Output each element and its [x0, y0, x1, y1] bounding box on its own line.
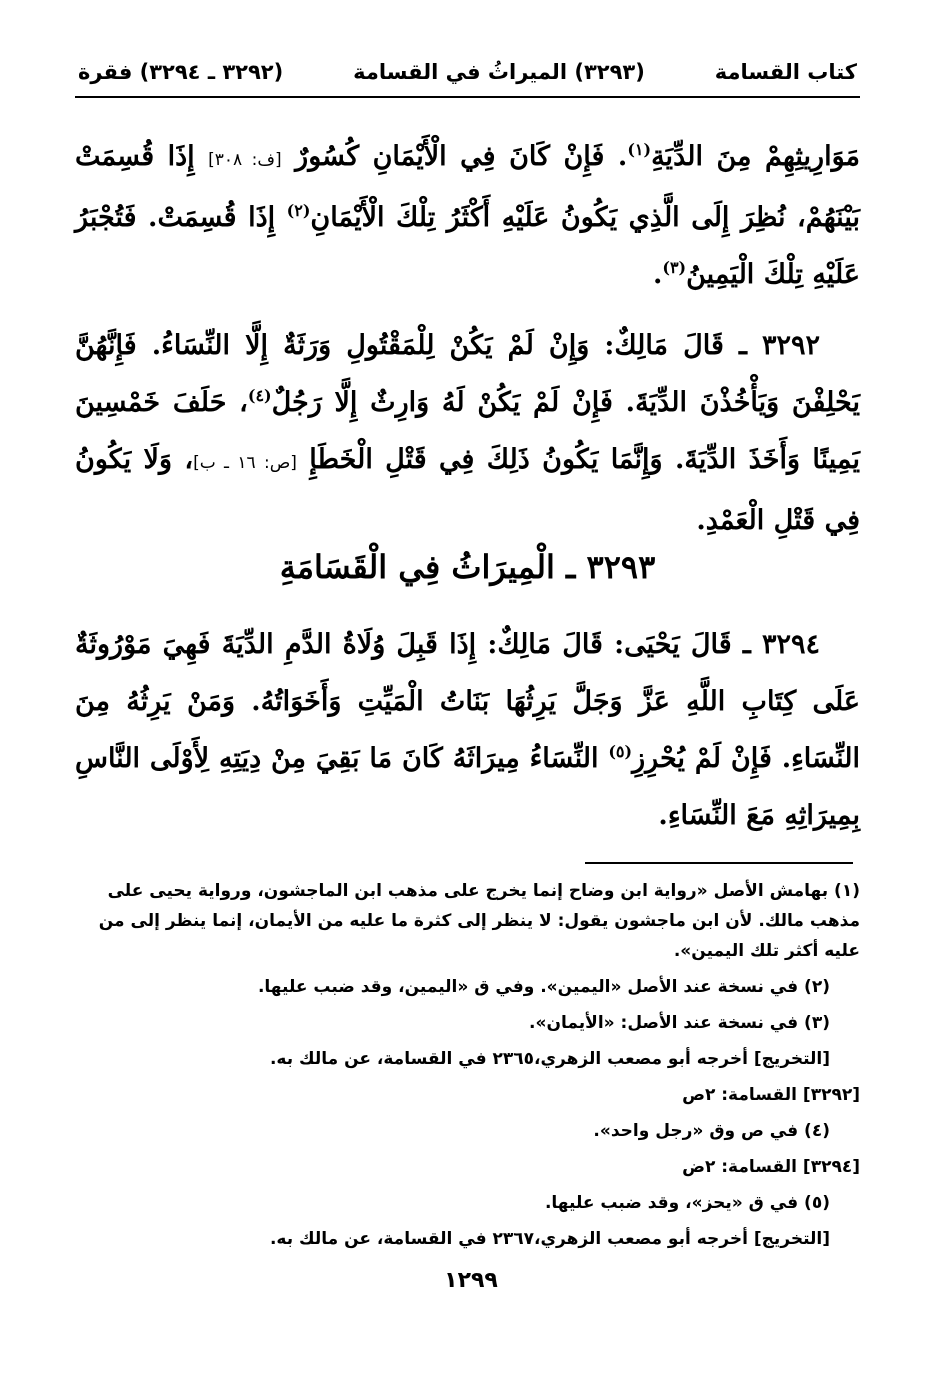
running-header: [78, 52, 857, 92]
header-chapter-title: (٣٢٩٣) الميراثُ في القسامة: [353, 60, 645, 84]
main-text: [75, 128, 860, 563]
takhrij-label: [التخريج]: [753, 1229, 830, 1249]
takhrij-1: [75, 1044, 860, 1074]
takhrij-2: [75, 1224, 860, 1254]
paragraph-3292: ٣٢٩٢ ـ قَالَ مَالِكٌ: وَإِنْ لَمْ يَكُنْ لِلْمَقْتُولِ وَرَثَةٌ إِلَّا النِّسَاءُ. فَإِنَّهُنَّ يَحْلِفْنَ وَيَأْخُذْنَ الدِّيَةَ. فَإِنْ لَمْ يَكُنْ لَهُ وَارِثٌ إِلَّا رَجُلٌ$^{(٤)}$، حَلَفَ خَمْسِينَ يَمِينًا وَأَخَذَ الدِّيَةَ. وَإِنَّمَا يَكُونُ ذَلِكَ فِي قَتْلِ الْخَطَإِ [ص: ١٦ ـ ب]، وَلَا يَكُونُ فِي قَتْلِ الْعَمْدِ.: [75, 330, 860, 536]
page-number: ١٢٩٩: [444, 1268, 498, 1293]
header-paragraph-range: (٣٢٩٢ ـ ٣٢٩٤) فقرة: [78, 60, 284, 84]
header-divider: [75, 96, 860, 98]
footnote-1: (١) بهامش الأصل «رواية ابن وضاح إنما يخرج على مذهب ابن الماجشون، ورواية يحيى على مذهب مالك. لأن ابن ماجشون يقول: لا ينظر إلى كثرة ما عليه من الأيمان، إنما ينظر إلى من عليه أكثر تلك اليمين».: [98, 881, 860, 961]
footnote-marker: (٤): [247, 386, 272, 405]
page-reference: [ف: ٣٠٨]: [208, 150, 282, 170]
takhrij-label: [التخريج]: [753, 1049, 830, 1069]
paragraph-continuation: مَوَارِيثِهِمْ مِنَ الدِّيَةِ$^{(١)}$. فَإِنْ كَانَ فِي الْأَيْمَانِ كُسُورٌ [ف: ٣٠٨] إِذَا قُسِمَتْ بَيْنَهُمْ، نُظِرَ إِلَى الَّذِي يَكُونُ عَلَيْهِ أَكْثَرُ تِلْكَ الْأَيْمَانِ$^{(٢)}$ إِذَا قُسِمَتْ. فَتُجْبَرُ عَلَيْهِ تِلْكَ الْيَمِينُ$^{(٣)}$.: [75, 140, 860, 290]
cross-reference-3294: [٣٢٩٤] القسامة: ٢ض: [682, 1157, 860, 1177]
takhrij-text: أخرجه أبو مصعب الزهري،٢٣٦٧ في القسامة، عن مالك به.: [269, 1229, 748, 1249]
cross-reference-3292: [٣٢٩٢] القسامة: ٢ص: [682, 1085, 860, 1105]
footnotes: [75, 876, 860, 1260]
takhrij-text: أخرجه أبو مصعب الزهري،٢٣٦٥ في القسامة، عن مالك به.: [269, 1049, 748, 1069]
footnote-divider: [585, 862, 853, 864]
footnote-5: (٥) في ق «يحز»، وقد ضبب عليها.: [544, 1193, 830, 1213]
footnote-3: (٣) في نسخة عند الأصل: «الأيمان».: [529, 1013, 830, 1033]
section-heading: ٣٢٩٣ ـ الْمِيرَاثُ فِي الْقَسَامَةِ: [279, 548, 656, 586]
footnote-marker: (٣): [662, 258, 687, 277]
header-book-title: كتاب القسامة: [714, 60, 857, 84]
page-reference: [ص: ١٦ ـ ب]: [193, 453, 297, 473]
footnote-marker: (٢): [286, 201, 311, 220]
footnote-4: (٤) في ص وق «رجل واحد».: [593, 1121, 830, 1141]
footnote-2: (٢) في نسخة عند الأصل «اليمين». وفي ق «اليمين، وقد ضبب عليها.: [257, 977, 830, 997]
paragraph-3294: ٣٢٩٤ ـ قَالَ يَحْيَى: قَالَ مَالِكٌ: إِذَا قَبِلَ وُلَاةُ الدَّمِ الدِّيَةَ فَهِيَ مَوْرُوثَةٌ عَلَى كِتَابِ اللَّهِ عَزَّ وَجَلَّ يَرِثُهَا بَنَاتُ الْمَيِّتِ وَأَخَوَاتُهُ. وَمَنْ يَرِثُهُ مِنَ النِّسَاءِ. فَإِنْ لَمْ يُحْرِزِ$^{(٥)}$ النِّسَاءُ مِيرَاثَهُ كَانَ مَا بَقِيَ مِنْ دِيَتِهِ لِأَوْلَى النَّاسِ بِمِيرَاثِهِ مَعَ النِّسَاءِ.: [75, 629, 861, 831]
footnote-marker: (٥): [608, 742, 633, 761]
footnote-marker: (١): [627, 140, 652, 159]
